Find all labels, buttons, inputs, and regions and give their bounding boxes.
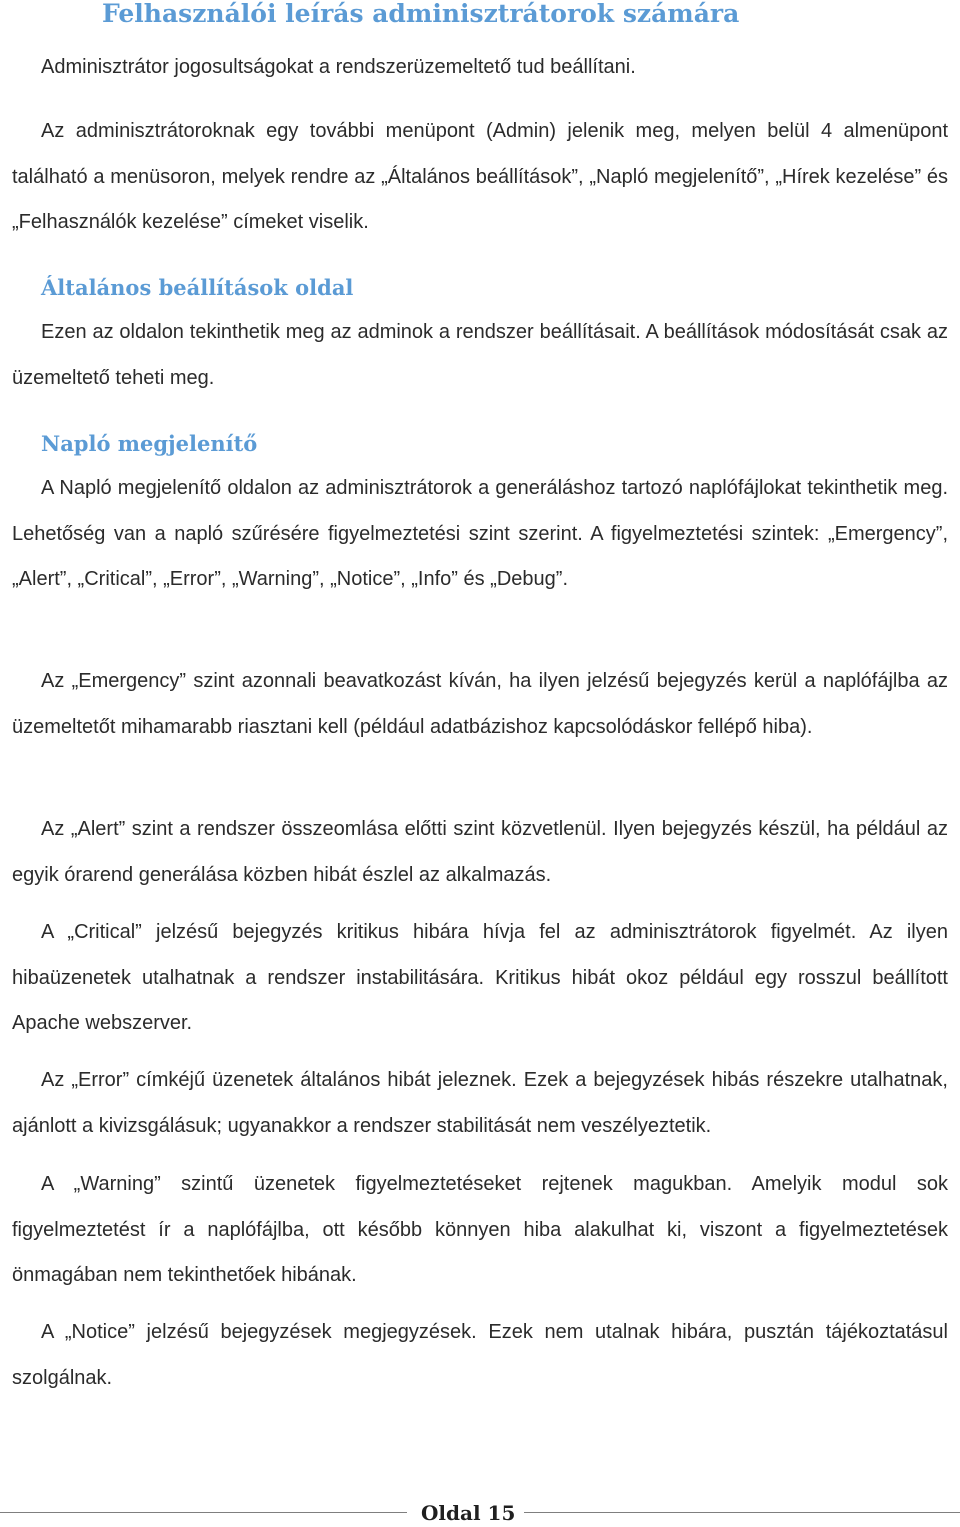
paragraph-alert-level: Az „Alert” szint a rendszer összeomlása előtti szint közvetlenül. Ilyen bejegyzés készül, ha például az egyik órarend generálása közben hibát észlel az alkalmazás. [12,818,948,886]
paragraph-critical-level: A „Critical” jelzésű bejegyzés kritikus hibára hívja fel az adminisztrátorok figyelmét. Az ilyen hibaüzenetek utalhatnak a rendszer instabilitására. Kritikus hibát okoz például egy rosszul beállított Apache webszerver. [12,921,948,1034]
paragraph-log-viewer-intro: A Napló megjelenítő oldalon az adminisztrátorok a generáláshoz tartozó naplófájlokat tekinthetik meg. Lehetőség van a napló szűrésére figyelmeztetési szint szerint. A figyelmeztetési szintek: „Emergency”, „Alert”, „Critical”, „Error”, „Warning”, „Notice”, „Info” és „Debug”. [12,477,948,590]
page-footer [0,1495,960,1525]
page-number: Oldal 15 [421,1501,516,1525]
heading-general-settings: Általános beállítások oldal [41,275,354,300]
paragraph-admin-menu: Az adminisztrátoroknak egy további menüpont (Admin) jelenik meg, melyen belül 4 almenüpont található a menüsoron, melyek rendre az „Általános beállítások”, „Napló megjelenítő”, „Hírek kezelése” és „Felhasználók kezelése” címeket viselik. [12,120,948,233]
paragraph-general-settings: Ezen az oldalon tekinthetik meg az adminok a rendszer beállításait. A beállítások módosítását csak az üzemeltető teheti meg. [12,321,948,389]
heading-log-viewer: Napló megjelenítő [41,431,258,456]
paragraph-notice-level: A „Notice” jelzésű bejegyzések megjegyzések. Ezek nem utalnak hibára, pusztán tájékoztatásul szolgálnak. [12,1321,948,1389]
paragraph-warning-level: A „Warning” szintű üzenetek figyelmeztetéseket rejtenek magukban. Amelyik modul sok figyelmeztetést ír a naplófájlba, ott később könnyen hiba alakulhat ki, viszont a figyelmeztetések önmagában nem tekinthetőek hibának. [12,1173,948,1286]
paragraph-admin-rights: Adminisztrátor jogosultságokat a rendszerüzemeltető tud beállítani. [41,56,636,78]
document-title: Felhasználói leírás adminisztrátorok számára [102,0,740,28]
paragraph-error-level: Az „Error” címkéjű üzenetek általános hibát jeleznek. Ezek a bejegyzések hibás részekre utalhatnak, ajánlott a kivizsgálásuk; ugyanakkor a rendszer stabilitását nem veszélyeztetik. [12,1069,948,1137]
footer-divider-left [0,1512,407,1513]
footer-divider-right [524,1512,960,1513]
paragraph-emergency-level: Az „Emergency” szint azonnali beavatkozást kíván, ha ilyen jelzésű bejegyzés kerül a naplófájlba az üzemeltetőt mihamarabb riasztani kell (például adatbázishoz kapcsolódáskor fellépő hiba). [12,670,948,738]
